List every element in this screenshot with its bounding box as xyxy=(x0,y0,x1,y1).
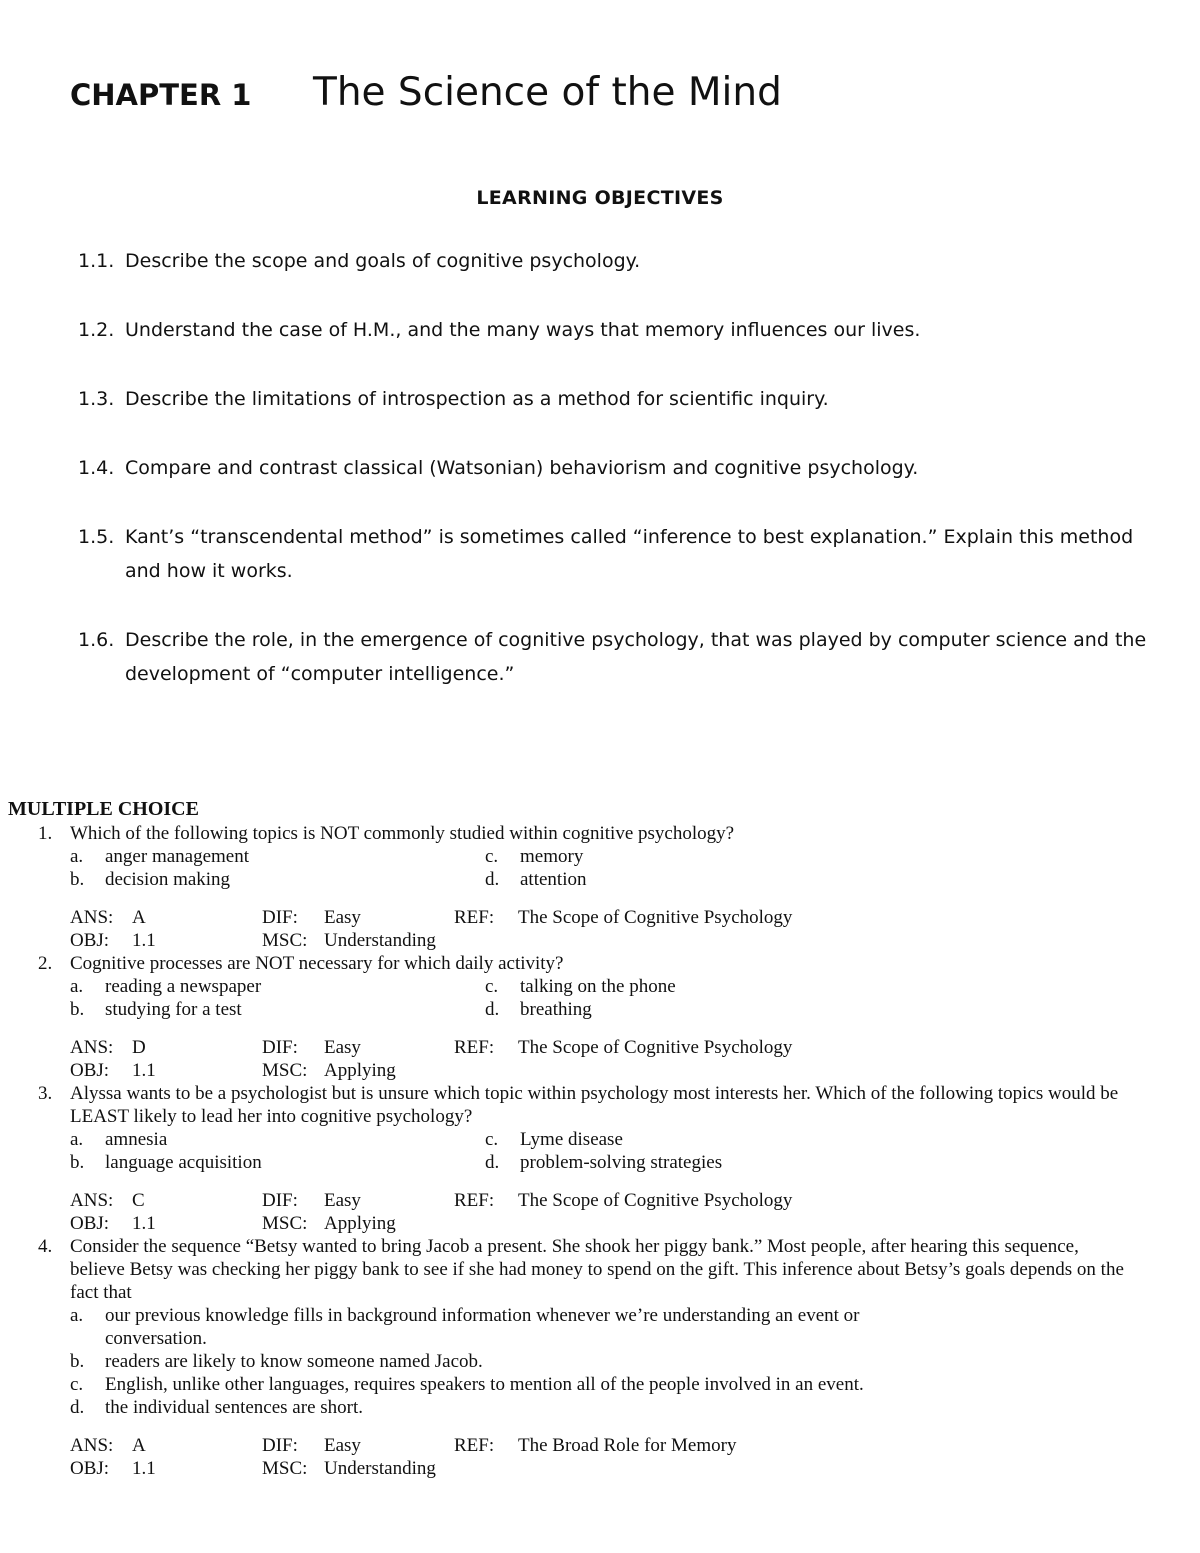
dif-label: DIF: xyxy=(262,907,298,928)
question-1 xyxy=(0,822,1200,952)
ref-value: The Scope of Cognitive Psychology xyxy=(518,907,793,928)
option-text: anger management xyxy=(105,846,250,867)
objective-item xyxy=(78,451,1148,485)
objective-number: 1.6. xyxy=(78,629,115,651)
objective-number: 1.2. xyxy=(78,319,115,341)
option-b xyxy=(70,1151,485,1174)
option-letter: d. xyxy=(485,999,500,1020)
option-letter: c. xyxy=(485,846,499,867)
learning-objectives-list xyxy=(78,244,1148,726)
question-4 xyxy=(0,1235,1200,1480)
option-text: amnesia xyxy=(105,1129,168,1150)
objective-item xyxy=(78,244,1148,278)
ref-label: REF: xyxy=(454,1190,495,1211)
objective-number: 1.5. xyxy=(78,526,115,548)
option-b xyxy=(70,868,485,891)
option-c xyxy=(70,1373,1200,1396)
option-c xyxy=(485,975,885,998)
objective-item xyxy=(78,313,1148,347)
objective-number: 1.4. xyxy=(78,457,115,479)
msc-value: Understanding xyxy=(324,1458,436,1479)
obj-label: OBJ: xyxy=(70,1458,110,1479)
option-d xyxy=(485,1151,885,1174)
msc-value: Applying xyxy=(324,1060,396,1081)
ref-label: REF: xyxy=(454,1435,495,1456)
option-a xyxy=(70,975,485,998)
option-letter: a. xyxy=(70,976,84,997)
msc-value: Understanding xyxy=(324,930,436,951)
option-text: memory xyxy=(520,846,584,867)
question-stem: Consider the sequence “Betsy wanted to bring Jacob a present. She shook her piggy bank.” Most people, after hearing this sequence, believe Betsy was checking her piggy bank to see if she had money to spend on the gift. This inference about Betsy’s goals depends on the fact that xyxy=(70,1236,1124,1303)
objective-text: Describe the scope and goals of cognitive psychology. xyxy=(125,250,641,272)
ans-value: A xyxy=(132,1435,146,1456)
option-text: talking on the phone xyxy=(520,976,676,997)
option-d xyxy=(485,868,885,891)
option-a xyxy=(70,1128,485,1151)
option-letter: a. xyxy=(70,1305,84,1326)
option-letter: b. xyxy=(70,1351,85,1372)
option-c xyxy=(485,845,885,868)
option-text: Lyme disease xyxy=(520,1129,623,1150)
msc-label: MSC: xyxy=(262,930,308,951)
option-d xyxy=(485,998,885,1021)
ans-label: ANS: xyxy=(70,1190,114,1211)
option-letter: d. xyxy=(485,1152,500,1173)
objective-text: Describe the role, in the emergence of cognitive psychology, that was played by computer science and the development of “computer intelligence.” xyxy=(125,629,1147,685)
question-stem: Cognitive processes are NOT necessary for which daily activity? xyxy=(70,953,564,974)
msc-label: MSC: xyxy=(262,1458,308,1479)
answer-metadata xyxy=(70,906,1200,952)
options xyxy=(70,845,1200,891)
option-letter: d. xyxy=(485,869,500,890)
question-number: 4. xyxy=(38,1236,53,1257)
option-letter: b. xyxy=(70,1152,85,1173)
option-b xyxy=(70,998,485,1021)
option-text: studying for a test xyxy=(105,999,242,1020)
option-text: breathing xyxy=(520,999,592,1020)
obj-label: OBJ: xyxy=(70,1060,110,1081)
answer-metadata xyxy=(70,1036,1200,1082)
question-stem: Which of the following topics is NOT commonly studied within cognitive psychology? xyxy=(70,823,735,844)
ans-value: C xyxy=(132,1190,145,1211)
dif-value: Easy xyxy=(324,907,361,928)
option-letter: a. xyxy=(70,1129,84,1150)
learning-objectives-heading: LEARNING OBJECTIVES xyxy=(476,187,724,209)
msc-value: Applying xyxy=(324,1213,396,1234)
option-c xyxy=(485,1128,885,1151)
dif-label: DIF: xyxy=(262,1190,298,1211)
option-text: English, unlike other languages, requires speakers to mention all of the people involved in an event. xyxy=(105,1374,864,1395)
option-letter: b. xyxy=(70,869,85,890)
question-2 xyxy=(0,952,1200,1082)
obj-value: 1.1 xyxy=(132,1060,156,1081)
question-number: 1. xyxy=(38,823,53,844)
option-d xyxy=(70,1396,1200,1419)
option-a xyxy=(70,845,485,868)
ans-label: ANS: xyxy=(70,907,114,928)
option-letter: a. xyxy=(70,846,84,867)
ans-value: D xyxy=(132,1037,146,1058)
objective-text: Describe the limitations of introspection as a method for scientific inquiry. xyxy=(125,388,829,410)
ref-value: The Scope of Cognitive Psychology xyxy=(518,1037,793,1058)
msc-label: MSC: xyxy=(262,1060,308,1081)
option-letter: c. xyxy=(485,1129,499,1150)
answer-metadata xyxy=(70,1189,1200,1235)
obj-value: 1.1 xyxy=(132,1213,156,1234)
objective-item xyxy=(78,623,1148,691)
ref-value: The Broad Role for Memory xyxy=(518,1435,737,1456)
option-letter: c. xyxy=(485,976,499,997)
option-a xyxy=(70,1304,1200,1350)
dif-value: Easy xyxy=(324,1037,361,1058)
option-text: the individual sentences are short. xyxy=(105,1397,364,1418)
option-b xyxy=(70,1350,1200,1373)
objective-text: Understand the case of H.M., and the many ways that memory influences our lives. xyxy=(125,319,921,341)
option-text: attention xyxy=(520,869,587,890)
option-text: reading a newspaper xyxy=(105,976,262,997)
question-3 xyxy=(0,1082,1200,1235)
option-text: readers are likely to know someone named Jacob. xyxy=(105,1351,483,1372)
ref-label: REF: xyxy=(454,907,495,928)
objective-item xyxy=(78,520,1148,588)
questions-list xyxy=(0,822,1200,1480)
options xyxy=(70,975,1200,1021)
ans-label: ANS: xyxy=(70,1037,114,1058)
option-text: our previous knowledge fills in background information whenever we’re understanding an event or conversation. xyxy=(105,1305,860,1349)
objective-number: 1.3. xyxy=(78,388,115,410)
dif-value: Easy xyxy=(324,1435,361,1456)
chapter-title: The Science of the Mind xyxy=(313,70,782,115)
dif-label: DIF: xyxy=(262,1435,298,1456)
option-text: problem-solving strategies xyxy=(520,1152,723,1173)
obj-label: OBJ: xyxy=(70,930,110,951)
objective-item xyxy=(78,382,1148,416)
option-text: language acquisition xyxy=(105,1152,262,1173)
objective-text: Compare and contrast classical (Watsonian) behaviorism and cognitive psychology. xyxy=(125,457,919,479)
multiple-choice-heading: MULTIPLE CHOICE xyxy=(8,798,199,820)
objective-text: Kant’s “transcendental method” is sometimes called “inference to best explanation.” Explain this method and how it works. xyxy=(125,526,1134,582)
ans-label: ANS: xyxy=(70,1435,114,1456)
option-letter: d. xyxy=(70,1397,85,1418)
question-stem: Alyssa wants to be a psychologist but is unsure which topic within psychology most interests her. Which of the following topics would be LEAST likely to lead her into cognitive psychology? xyxy=(70,1083,1119,1127)
msc-label: MSC: xyxy=(262,1213,308,1234)
obj-label: OBJ: xyxy=(70,1213,110,1234)
dif-label: DIF: xyxy=(262,1037,298,1058)
option-text: decision making xyxy=(105,869,231,890)
obj-value: 1.1 xyxy=(132,930,156,951)
ref-value: The Scope of Cognitive Psychology xyxy=(518,1190,793,1211)
option-letter: c. xyxy=(70,1374,84,1395)
question-number: 2. xyxy=(38,953,53,974)
ans-value: A xyxy=(132,907,146,928)
option-letter: b. xyxy=(70,999,85,1020)
chapter-label: CHAPTER 1 xyxy=(70,78,252,112)
obj-value: 1.1 xyxy=(132,1458,156,1479)
answer-metadata xyxy=(70,1434,1200,1480)
dif-value: Easy xyxy=(324,1190,361,1211)
options xyxy=(70,1128,1200,1174)
objective-number: 1.1. xyxy=(78,250,115,272)
question-number: 3. xyxy=(38,1083,53,1104)
options xyxy=(70,1304,1200,1419)
ref-label: REF: xyxy=(454,1037,495,1058)
